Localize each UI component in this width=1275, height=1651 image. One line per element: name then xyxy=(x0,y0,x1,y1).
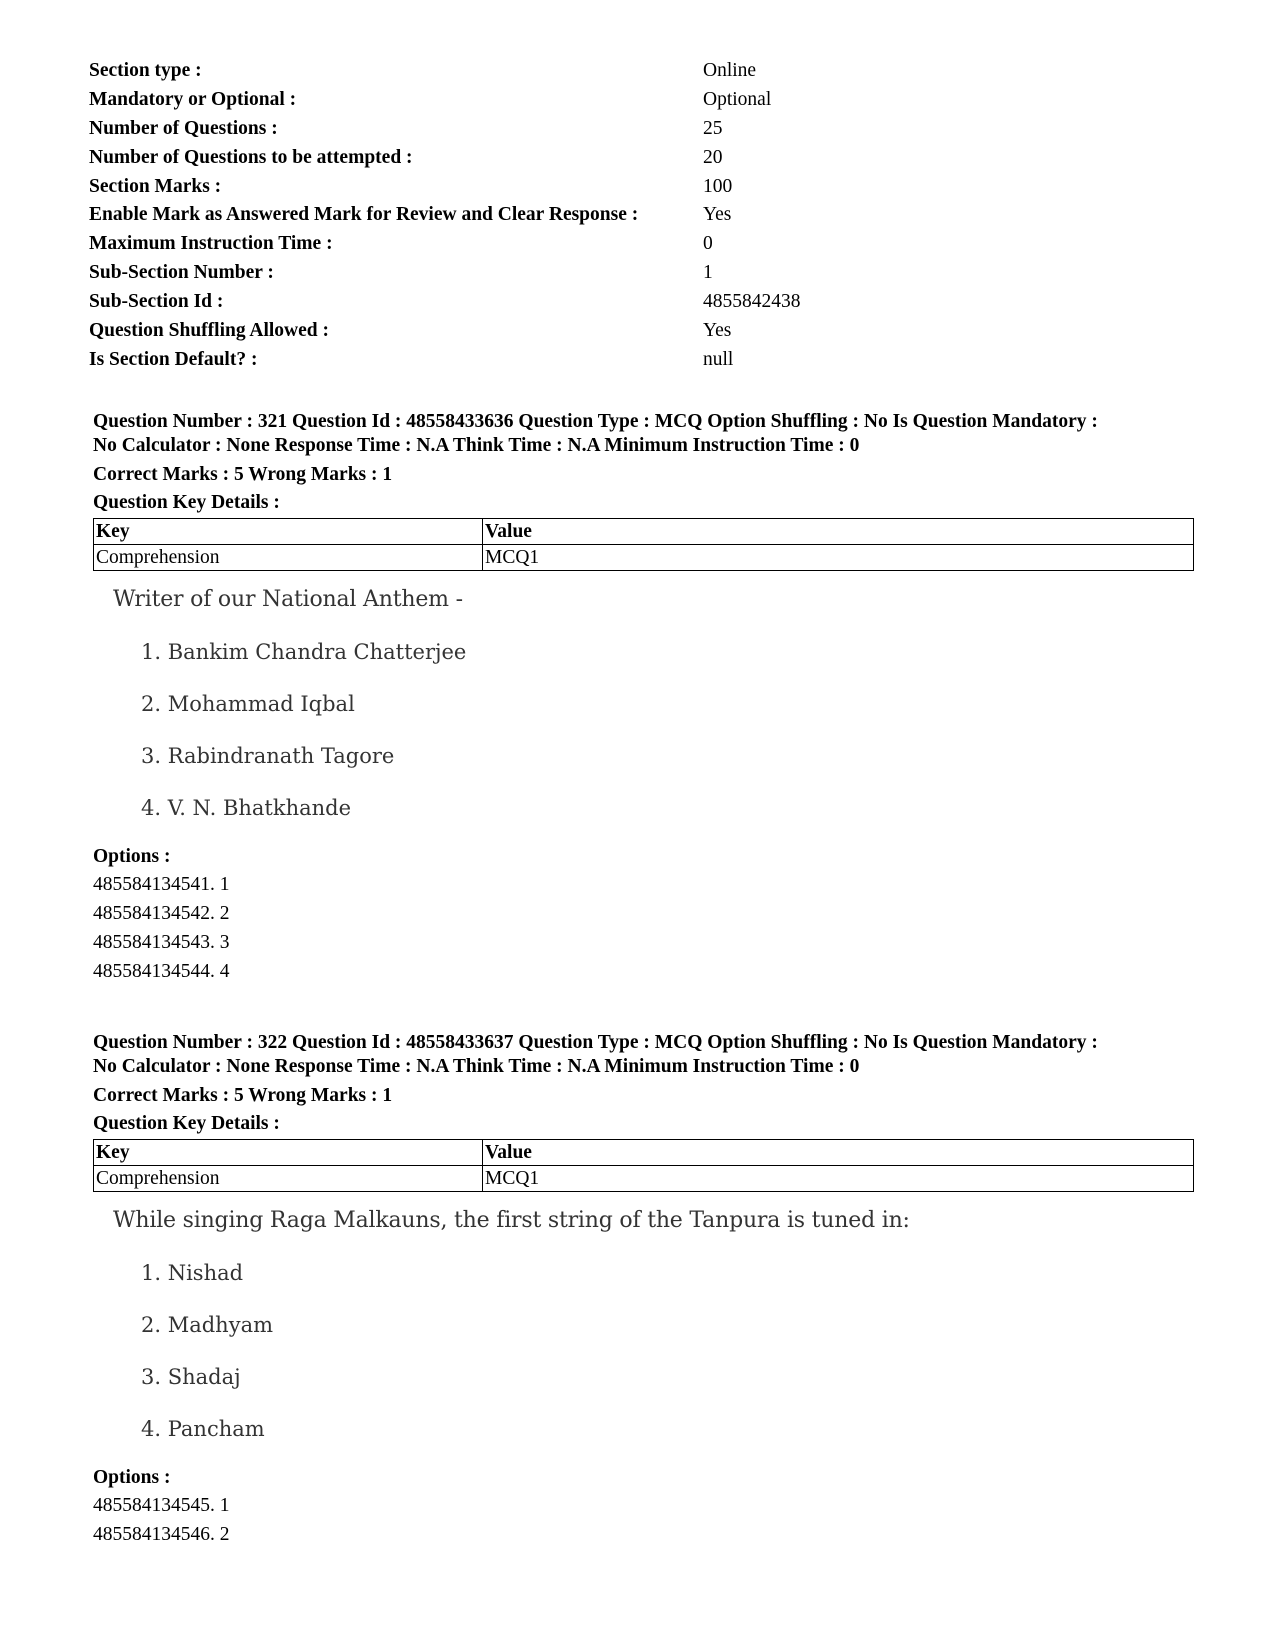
info-value: Optional xyxy=(703,88,772,110)
option-line: 485584134546. 2 xyxy=(93,1523,230,1545)
key-table xyxy=(93,1139,1194,1192)
question-choice: 2. Mohammad Iqbal xyxy=(141,692,355,716)
info-value: Online xyxy=(703,60,757,81)
key-table-row xyxy=(94,1166,1194,1192)
option-line: 485584134543. 3 xyxy=(93,931,230,953)
info-row xyxy=(89,86,1189,115)
key-table-cell: MCQ1 xyxy=(483,545,1194,571)
key-table-cell: MCQ1 xyxy=(483,1166,1194,1192)
question-header-line: Question Number : 321 Question Id : 48558433636 Question Type : MCQ Option Shuffling : No Is Question Mandatory : xyxy=(93,411,1098,432)
info-label: Section type : xyxy=(89,60,202,81)
info-label: Is Section Default? : xyxy=(89,348,258,370)
question-scan xyxy=(93,587,1193,843)
info-value: null xyxy=(703,348,734,370)
options-label: Options : xyxy=(93,846,171,867)
info-value: Yes xyxy=(703,320,732,342)
option-line: 485584134541. 1 xyxy=(93,874,230,895)
question-header xyxy=(93,410,1193,458)
info-label: Number of Questions to be attempted : xyxy=(89,146,413,168)
info-row xyxy=(89,259,1189,288)
question-choice: 4. Pancham xyxy=(141,1417,265,1441)
option-line: 485584134544. 4 xyxy=(93,960,230,982)
info-row xyxy=(89,144,1189,173)
question-marks: Correct Marks : 5 Wrong Marks : 1 xyxy=(93,464,393,485)
section-info xyxy=(89,57,1189,375)
question-choice: 2. Madhyam xyxy=(141,1313,273,1337)
info-value: 1 xyxy=(703,262,713,284)
key-details-label: Question Key Details : xyxy=(93,492,280,513)
info-label: Number of Questions : xyxy=(89,117,278,139)
question-choice: 4. V. N. Bhatkhande xyxy=(141,796,352,820)
key-table-cell: Comprehension xyxy=(94,1166,483,1192)
info-value: 20 xyxy=(703,146,723,168)
key-table-header-row xyxy=(94,1140,1194,1166)
question-choice: 3. Shadaj xyxy=(141,1365,241,1389)
info-row xyxy=(89,230,1189,259)
info-label: Section Marks : xyxy=(89,175,222,197)
question-choice: 1. Nishad xyxy=(141,1261,244,1285)
question-choice: 1. Bankim Chandra Chatterjee xyxy=(141,640,467,664)
question-header xyxy=(93,1031,1193,1079)
info-row xyxy=(89,317,1189,346)
key-table xyxy=(93,518,1194,571)
info-row xyxy=(89,173,1189,202)
info-label: Maximum Instruction Time : xyxy=(89,233,333,255)
info-value: 0 xyxy=(703,233,713,255)
info-label: Sub-Section Id : xyxy=(89,291,224,313)
question-text: While singing Raga Malkauns, the first string of the Tanpura is tuned in: xyxy=(113,1208,910,1233)
key-table-header-row xyxy=(94,519,1194,545)
option-line: 485584134545. 1 xyxy=(93,1495,230,1516)
key-table-header-key: Key xyxy=(94,519,483,545)
options-label: Options : xyxy=(93,1467,171,1488)
key-table-cell: Comprehension xyxy=(94,545,483,571)
question-block-321 xyxy=(93,410,1193,987)
key-table-header-value: Value xyxy=(483,1140,1194,1166)
key-table-row xyxy=(94,545,1194,571)
info-label: Enable Mark as Answered Mark for Review and Clear Response : xyxy=(89,204,639,226)
question-header-line: No Calculator : None Response Time : N.A Think Time : N.A Minimum Instruction Time : 0 xyxy=(93,435,860,456)
info-row xyxy=(89,57,1189,86)
key-table-header-value: Value xyxy=(483,519,1194,545)
info-value: 4855842438 xyxy=(703,291,801,313)
info-label: Sub-Section Number : xyxy=(89,262,274,284)
info-row xyxy=(89,346,1189,375)
question-header-line: Question Number : 322 Question Id : 48558433637 Question Type : MCQ Option Shuffling : No Is Question Mandatory : xyxy=(93,1032,1098,1053)
info-row xyxy=(89,288,1189,317)
info-value: 25 xyxy=(703,117,723,139)
question-choice: 3. Rabindranath Tagore xyxy=(141,744,395,768)
key-details-label: Question Key Details : xyxy=(93,1113,280,1134)
question-marks: Correct Marks : 5 Wrong Marks : 1 xyxy=(93,1085,393,1106)
option-line: 485584134542. 2 xyxy=(93,902,230,924)
info-row xyxy=(89,201,1189,230)
info-row xyxy=(89,115,1189,144)
question-header-line: No Calculator : None Response Time : N.A Think Time : N.A Minimum Instruction Time : 0 xyxy=(93,1056,860,1077)
info-label: Mandatory or Optional : xyxy=(89,88,297,110)
info-label: Question Shuffling Allowed : xyxy=(89,320,330,342)
key-table-header-key: Key xyxy=(94,1140,483,1166)
question-scan xyxy=(93,1208,1193,1464)
question-text: Writer of our National Anthem - xyxy=(113,587,463,612)
question-block-322 xyxy=(93,1031,1193,1550)
info-value: Yes xyxy=(703,204,732,226)
info-value: 100 xyxy=(703,175,733,197)
